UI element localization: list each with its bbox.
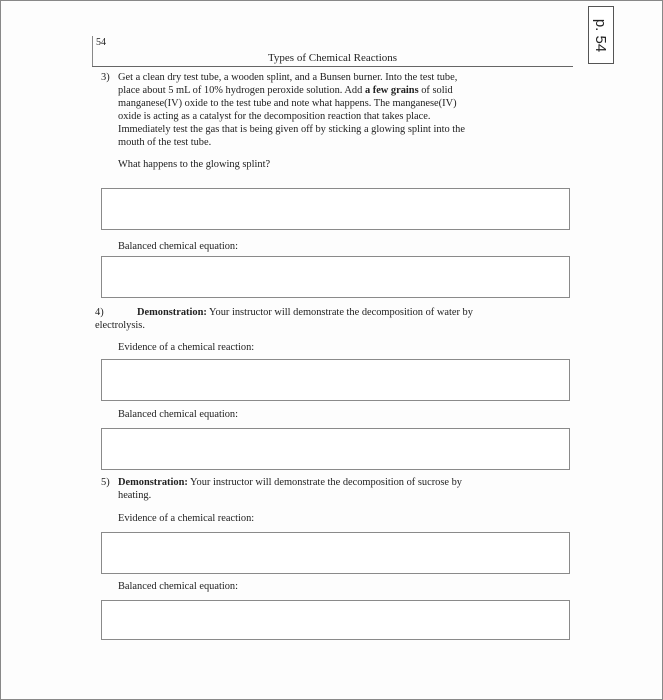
q3-equation-label: Balanced chemical equation:	[118, 241, 239, 252]
q3-question: What happens to the glowing splint?	[118, 159, 271, 170]
q3-line-5: Immediately test the gas that is being given off by sticking a glowing splint into the	[118, 124, 465, 135]
page-tab-label: p. 54	[592, 18, 610, 52]
q5-number: 5)	[101, 477, 110, 488]
q3-splint-answer-box[interactable]	[101, 188, 570, 230]
q3-line-1: Get a clean dry test tube, a wooden splint, and a Bunsen burner. Into the test tube,	[118, 72, 458, 83]
q5-text-1: Your instructor will demonstrate the decomposition of sucrose by	[187, 477, 463, 488]
q3-line-2	[118, 85, 453, 98]
q5-evidence-label: Evidence of a chemical reaction:	[118, 513, 255, 524]
q4-line-1	[137, 307, 473, 320]
q5-demonstration-label: Demonstration:	[118, 477, 188, 488]
q3-number: 3)	[101, 72, 110, 83]
q3-line-2-end: of solid	[418, 85, 453, 96]
q3-line-2-start: place about 5 mL of 10% hydrogen peroxide solution. Add	[118, 85, 363, 96]
q5-equation-label: Balanced chemical equation:	[118, 581, 239, 592]
q4-line-2: electrolysis.	[95, 320, 145, 331]
q3-line-3: manganese(IV) oxide to the test tube and note what happens. The manganese(IV)	[118, 98, 457, 109]
q3-line-6: mouth of the test tube.	[118, 137, 212, 148]
q4-equation-label: Balanced chemical equation:	[118, 409, 239, 420]
page-title: Types of Chemical Reactions	[267, 52, 398, 64]
page-number: 54	[96, 37, 106, 48]
header-rule	[92, 66, 573, 67]
q5-line-1	[118, 477, 462, 490]
q5-evidence-answer-box[interactable]	[101, 532, 570, 574]
q4-text-1: Your instructor will demonstrate the decomposition of water by	[206, 307, 473, 318]
page-tab	[588, 6, 614, 64]
q3-equation-answer-box[interactable]	[101, 256, 570, 298]
q5-line-2: heating.	[118, 490, 152, 501]
q3-few-grains: a few grains	[364, 85, 419, 96]
q5-equation-answer-box[interactable]	[101, 600, 570, 640]
q4-number: 4)	[95, 307, 104, 318]
q4-evidence-label: Evidence of a chemical reaction:	[118, 342, 255, 353]
q4-evidence-answer-box[interactable]	[101, 359, 570, 401]
q3-line-4: oxide is acting as a catalyst for the decomposition reaction that takes place.	[118, 111, 431, 122]
q4-equation-answer-box[interactable]	[101, 428, 570, 470]
q4-demonstration-label: Demonstration:	[137, 307, 207, 318]
